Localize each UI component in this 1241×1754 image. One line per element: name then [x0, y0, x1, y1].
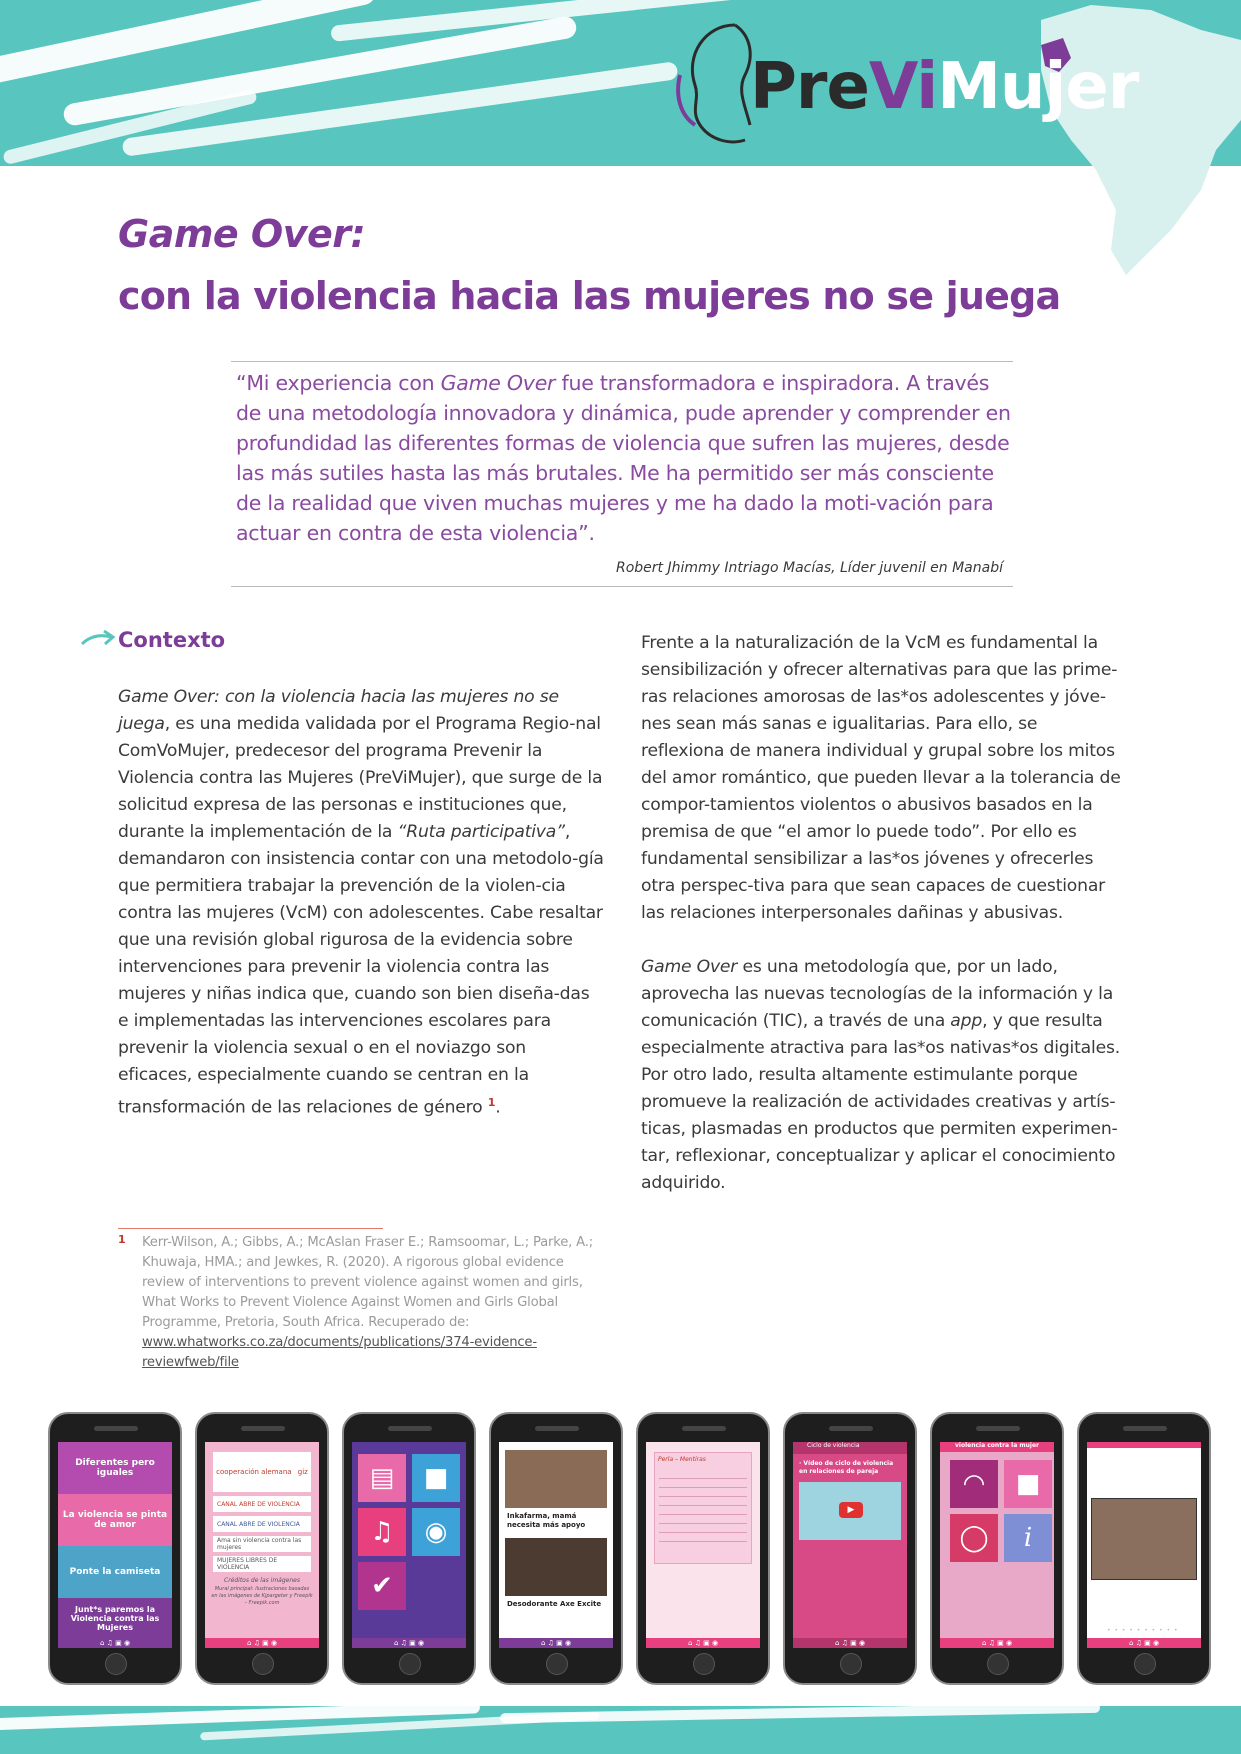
- phone-mockup: [636, 1412, 770, 1685]
- music-icon[interactable]: ♫: [358, 1508, 406, 1556]
- phone-speaker: [976, 1426, 1020, 1431]
- campaign-link[interactable]: MUJERES LIBRES DE VIOLENCIA: [213, 1556, 311, 1572]
- video-player[interactable]: [799, 1482, 901, 1540]
- phone-speaker: [1123, 1426, 1167, 1431]
- app-menu-item[interactable]: Diferentes pero iguales: [58, 1442, 172, 1494]
- lyrics-lines: [659, 1470, 747, 1550]
- body-column-left: [118, 684, 605, 1122]
- app-nav-bar[interactable]: ⌂ ♫ ▣ ◉: [205, 1638, 319, 1648]
- documents-icon[interactable]: ▤: [358, 1454, 406, 1502]
- phone-screen: [352, 1442, 466, 1648]
- footnote-text: Kerr-Wilson, A.; Gibbs, A.; McAslan Fraser E.; Ramsoomar, L.; Parke, A.; Khuwaja, HMA.; and Jewkes, R. (2020). A rigorous global evidence review of interventions to prevent violence against women and girls, What Works to Prevent Violence Against Women and Girls Global Programme, Pretoria, South Africa. Recuperado de: www.whatworks.co.za/documents/publications/374-evidence-reviewfweb/file: [142, 1235, 593, 1370]
- footer-banner: [0, 1706, 1241, 1754]
- video-thumbnail[interactable]: [505, 1538, 607, 1596]
- phone-mockup: [489, 1412, 623, 1685]
- pagination-dots[interactable]: • • • • • • • • • •: [1107, 1627, 1179, 1634]
- partner-logos: cooperación alemana giz: [213, 1452, 311, 1492]
- home-button[interactable]: [252, 1653, 274, 1675]
- phone-speaker: [94, 1426, 138, 1431]
- checkmark-icon[interactable]: ✔: [358, 1562, 406, 1610]
- screen-header: Ciclo de violencia: [793, 1442, 907, 1454]
- phone-screen: [58, 1442, 172, 1648]
- campaign-link[interactable]: Ama sin violencia contra las mujeres: [213, 1536, 311, 1552]
- butterfly-face-logo-icon: [675, 15, 760, 150]
- phone-screen: [646, 1442, 760, 1648]
- phone-speaker: [829, 1426, 873, 1431]
- facebook-link[interactable]: CANAL ABRE DE VIOLENCIA: [213, 1516, 311, 1532]
- home-button[interactable]: [840, 1653, 862, 1675]
- phone-screen: [205, 1442, 319, 1648]
- footnote-number: 1: [118, 1233, 126, 1246]
- arrow-icon: [80, 628, 116, 652]
- video-title[interactable]: Inkafarma, mamá necesita más apoyo: [507, 1512, 586, 1529]
- lyrics-card: [654, 1452, 752, 1564]
- title-line-2: con la violencia hacia las mujeres no se juega: [118, 274, 1061, 318]
- footnote-ref[interactable]: 1: [487, 1096, 496, 1109]
- app-nav-bar[interactable]: ⌂ ♫ ▣ ◉: [940, 1638, 1054, 1648]
- title-line-1: Game Over:: [118, 212, 366, 256]
- footnote-divider: [118, 1228, 383, 1229]
- app-nav-bar[interactable]: ⌂ ♫ ▣ ◉: [646, 1638, 760, 1648]
- youtube-link[interactable]: CANAL ABRE DE VIOLENCIA: [213, 1496, 311, 1512]
- lyrics-header: Perla – Mentiras: [658, 1456, 706, 1463]
- credits-text: Mural principal: ilustraciones basadas en las imágenes de Kjpargeter y Freepik – Freepik.com: [211, 1586, 313, 1606]
- paragraph: Frente a la naturalización de la VcM es fundamental la sensibilización y ofrecer alternativas para que las prime-ras relaciones amorosas de las*os adolescentes y jóve-nes sean más sanas e igualitarias. Para ello, se reflexiona de manera individual y grupal sobre los mitos del amor romántico, que pueden llevar a la tolerancia de compor-tamientos violentos o abusivos basados en la premisa de que “el amor lo puede todo”. Por ello es fundamental sensibilizar a las*os jóvenes y ofrecerles otra perspec-tiva para que sean capaces de cuestionar las relaciones interpersonales dañinas y abusivas.: [641, 633, 1121, 923]
- body-column-right: [641, 630, 1122, 1197]
- phone-speaker: [682, 1426, 726, 1431]
- quote-text: “Mi experiencia con Game Over fue transformadora e inspiradora. A través de una metodología innovadora y dinámica, pude aprender y comprender en profundidad las diferentes formas de violencia que sufren las mujeres, desde las más sutiles hasta las más brutales. Me ha permitido ser más consciente de la realidad que viven muchas mujeres y me ha dado la moti-vación para actuar en contra de esta violencia”.: [236, 371, 1011, 545]
- phone-mockup: [930, 1412, 1064, 1685]
- paragraph: Game Over es una metodología que, por un lado, aprovecha las nuevas tecnologías de la información y la comunicación (TIC), a través de una app, y que resulta especialmente atractiva para las*os nativas*os digitales. Por otro lado, resulta altamente estimulante porque promueve la realización de actividades creativas y artís-ticas, plasmadas en productos que permiten experimen-tar, reflexionar, conceptualizar y aplicar el conocimiento adquirido.: [641, 957, 1120, 1193]
- info-icon[interactable]: i: [1004, 1514, 1052, 1562]
- app-menu-item[interactable]: Ponte la camiseta: [58, 1546, 172, 1598]
- phone-speaker: [535, 1426, 579, 1431]
- video-caption: · Vídeo de ciclo de violencia en relaciones de pareja: [799, 1460, 894, 1475]
- page-title: [118, 212, 1060, 318]
- video-camera-icon[interactable]: ■: [412, 1454, 460, 1502]
- phone-mockup: [195, 1412, 329, 1685]
- app-menu-item[interactable]: La violencia se pinta de amor: [58, 1494, 172, 1546]
- screen-header: [1087, 1442, 1201, 1448]
- phone-speaker: [241, 1426, 285, 1431]
- app-nav-bar[interactable]: ⌂ ♫ ▣ ◉: [793, 1638, 907, 1648]
- app-nav-bar[interactable]: ⌂ ♫ ▣ ◉: [1087, 1638, 1201, 1648]
- comic-image: [1091, 1498, 1197, 1580]
- credits-title: Créditos de las imágenes: [224, 1577, 300, 1584]
- video-camera-icon[interactable]: ■: [1004, 1460, 1052, 1508]
- video-thumbnail[interactable]: [505, 1450, 607, 1508]
- phone-screen: [1087, 1442, 1201, 1648]
- camera-icon[interactable]: ◉: [412, 1508, 460, 1556]
- home-button[interactable]: [399, 1653, 421, 1675]
- phone-screen: [940, 1442, 1054, 1648]
- paragraph: Game Over: con la violencia hacia las mujeres no se juega, es una medida validada por el Programa Regio-nal ComVoMujer, predecesor del programa Prevenir la Violencia contra las Mujeres (PreViMujer), que surge de la solicitud expresa de las personas e instituciones que, durante la implementación de la “Ruta participativa”, demandaron con insistencia contar con una metodolo-gía que permitiera trabajar la prevención de la violen-cia contra las mujeres (VcM) con adolescentes. Cabe resaltar que una revisión global rigurosa de la evidencia sobre intervenciones para prevenir la violencia contra las mujeres y niñas indica que, cuando son bien diseña-das e implementadas las intervenciones escolares para prevenir la violencia sexual o en el noviazgo son eficaces, especialmente cuando se centran en la transformación de las relaciones de género $^1$.: [118, 687, 604, 1118]
- app-nav-bar[interactable]: ⌂ ♫ ▣ ◉: [352, 1638, 466, 1648]
- phone-mockup: [783, 1412, 917, 1685]
- footnote-link[interactable]: www.whatworks.co.za/documents/publications/374-evidence-reviewfweb/file: [142, 1335, 537, 1370]
- app-nav-bar[interactable]: ⌂ ♫ ▣ ◉: [499, 1638, 613, 1648]
- app-nav-bar[interactable]: ⌂ ♫ ▣ ◉: [58, 1638, 172, 1648]
- previmujer-logo: PreViMujer: [750, 50, 1139, 124]
- phone-screen: [499, 1442, 613, 1648]
- phone-mockup: [342, 1412, 476, 1685]
- phone-screen: [793, 1442, 907, 1648]
- home-button[interactable]: [105, 1653, 127, 1675]
- speech-bubble-icon[interactable]: ◯: [950, 1514, 998, 1562]
- home-button[interactable]: [1134, 1653, 1156, 1675]
- phone-mockup: [1077, 1412, 1211, 1685]
- quote-author: Robert Jhimmy Intriago Macías, Líder juvenil en Manabí: [615, 560, 1003, 576]
- play-icon[interactable]: ▶: [839, 1502, 863, 1518]
- app-menu-item[interactable]: Junt*s paremos la Violencia contra las Mujeres: [58, 1598, 172, 1638]
- headphones-icon[interactable]: ◠: [950, 1460, 998, 1508]
- home-button[interactable]: [546, 1653, 568, 1675]
- screen-header: violencia contra la mujer: [940, 1442, 1054, 1452]
- section-heading-label: Contexto: [118, 628, 226, 652]
- video-title[interactable]: Desodorante Axe Excite: [507, 1600, 602, 1608]
- section-heading-contexto: [80, 628, 225, 652]
- testimonial-quote: [231, 361, 1013, 587]
- phone-mockup: [48, 1412, 182, 1685]
- phone-speaker: [388, 1426, 432, 1431]
- home-button[interactable]: [987, 1653, 1009, 1675]
- home-button[interactable]: [693, 1653, 715, 1675]
